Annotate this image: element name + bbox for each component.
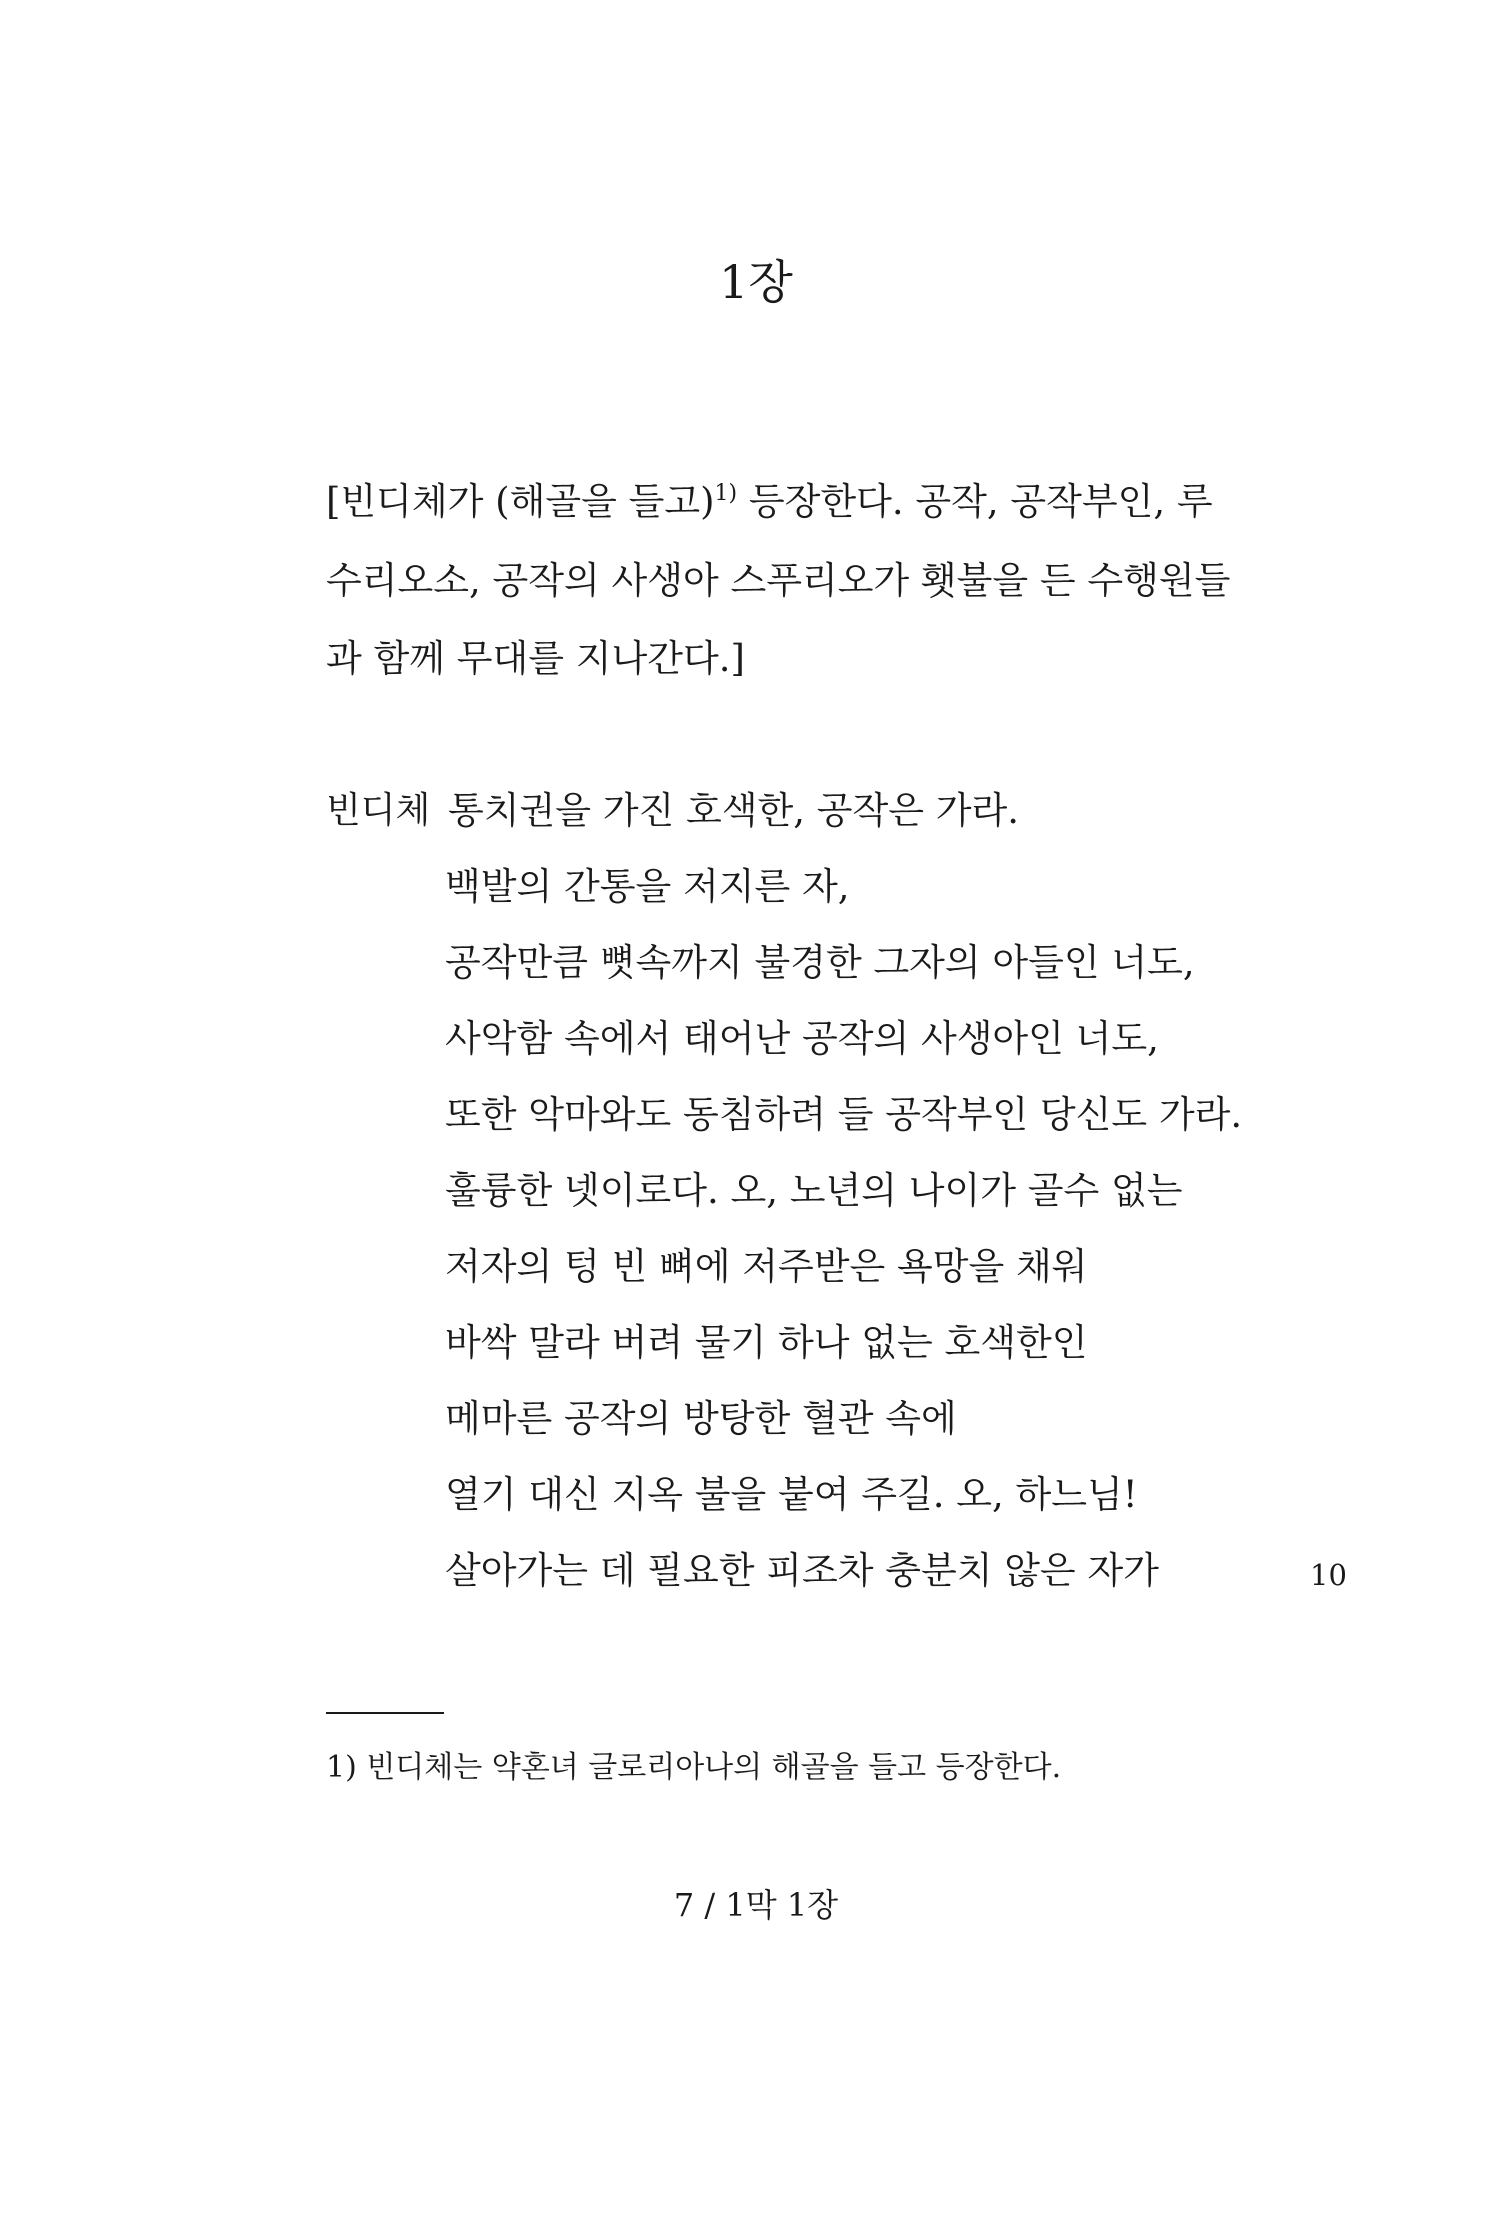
- verse-line: 사악함 속에서 태어난 공작의 사생아인 너도,: [445, 1017, 1159, 1060]
- footnote-reference: 1): [714, 481, 738, 506]
- running-section: 1막 1장: [725, 1886, 839, 1924]
- verse-line: 열기 대신 지옥 불을 붙여 주길. 오, 하느님!: [445, 1473, 1138, 1516]
- verse-line: 백발의 간통을 저지른 자,: [445, 865, 850, 908]
- stage-direction-text: 등장한다. 공작, 공작부인, 루: [737, 480, 1213, 523]
- folio-separator: /: [704, 1886, 716, 1924]
- page-number: 7: [673, 1886, 695, 1924]
- line-number: 10: [1310, 1558, 1347, 1592]
- verse-line: 메마른 공작의 방탕한 혈관 속에: [445, 1397, 957, 1440]
- stage-direction-line-3: 과 함께 무대를 지나간다.]: [326, 637, 745, 680]
- verse-line: 또한 악마와도 동침하려 들 공작부인 당신도 가라.: [445, 1093, 1243, 1136]
- footnote-text: 1) 빈디체는 약혼녀 글로리아나의 해골을 들고 등장한다.: [326, 1750, 1062, 1785]
- stage-direction-line-1: [326, 477, 1213, 527]
- verse-line: 살아가는 데 필요한 피조차 충분치 않은 자가: [445, 1549, 1159, 1592]
- chapter-title: 1장: [719, 255, 793, 309]
- page-folio: [0, 1883, 1512, 1927]
- speaker-name: 빈디체: [326, 790, 431, 831]
- stage-direction-line-2: 수리오소, 공작의 사생아 스푸리오가 횃불을 든 수행원들: [326, 559, 1231, 602]
- verse-line: 저자의 텅 빈 뼈에 저주받은 욕망을 채워: [445, 1245, 1088, 1288]
- verse-line: 공작만큼 뼛속까지 불경한 그자의 아들인 너도,: [445, 941, 1195, 984]
- dialogue-first-line: 통치권을 가진 호색한, 공작은 가라.: [448, 789, 1019, 832]
- stage-direction-text: [빈디체가 (해골을 들고): [326, 480, 715, 523]
- verse-line: 훌륭한 넷이로다. 오, 노년의 나이가 골수 없는: [445, 1169, 1183, 1212]
- verse-line: 바싹 말라 버려 물기 하나 없는 호색한인: [445, 1321, 1088, 1364]
- footnote-divider: [326, 1712, 444, 1714]
